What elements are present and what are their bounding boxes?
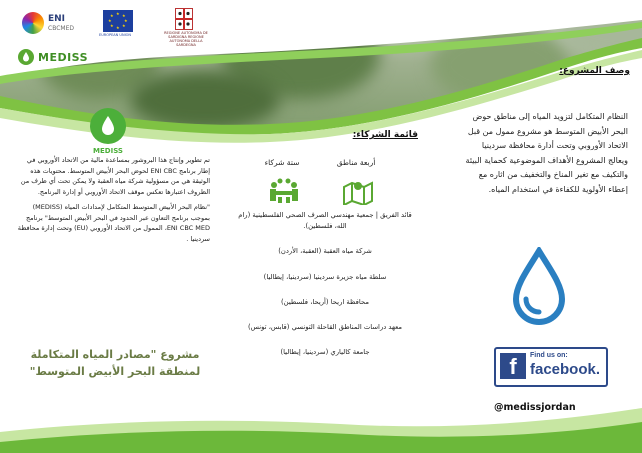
eni-cbcmed-logo: ENI CBCMED <box>22 10 84 40</box>
social-handle[interactable]: @medissjordan <box>494 402 576 413</box>
mediss-logo-icon <box>90 108 126 144</box>
regions-count: أربعة مناطق <box>336 158 376 167</box>
eni-logo-icon <box>22 12 44 34</box>
sardinia-caption: REGIONE AUTONOMA DE SARDIGNA REGIONE AUTONOMA DELLA SARDEGNA <box>164 31 208 47</box>
description-heading: وصف المشروع: <box>559 66 630 76</box>
partners-list <box>232 210 418 372</box>
meeting-people-icon <box>268 177 300 205</box>
disclaimer-paragraph-1: تم تطوير وإنتاج هذا البروشور بمساعدة مالية من الاتحاد الأوروبي في إطار برنامج ENI CBC لحوض البحر الأبيض المتوسط. محتويات هذه الوثيقة هي من مسؤولية شركة مياه العقبة ولا يمكن تحت أي ظرف من الظروف اعتبارها تعكس موقف الاتحاد الأوروبي أو إدارة البرنامج. <box>20 156 210 196</box>
sardinia-crest-logo <box>175 8 193 30</box>
disclaimer-text <box>14 155 210 249</box>
disclaimer-paragraph-2: "نظام البحر الأبيض المتوسط المتكامل لإمدادات المياه (MEDISS) بموجب برنامج التعاون عبر الحدود في البحر الأبيض المتوسط" برنامج ENI CBC MED، الممول من الاتحاد الأوروبي (EU) وتحت إدارة محافظة سردينيا . <box>17 203 210 243</box>
water-drop-icon <box>510 247 568 325</box>
partner-item: معهد دراسات المناطق القاحلة التونسي (قابس، تونس) <box>247 323 403 332</box>
eu-flag-logo: ★ ★ ★ ★ ★ ★ ★ ★ <box>103 10 133 32</box>
partner-item: قائد الفريق | جمعية مهندسي الصرف الصحي الفلسطينية (رام الله، فلسطين). <box>238 211 412 231</box>
partner-item: محافظة اريحا (أريحا، فلسطين) <box>281 297 369 306</box>
partners-heading: قائمة الشركاء: <box>352 130 418 140</box>
map-pin-icon <box>342 177 374 205</box>
description-body: النظام المتكامل لتزويد المياه إلى مناطق حوض البحر الأبيض المتوسط هو مشروع ممول من قبل الاتحاد الأوروبي وتحت أدارة محافظة سردينيا ويعالج المشروع الأهداف الموضوعية كحماية البيئة والتكيف مع تغير المناخ والتخفيف من اثاره مع إعطاء الأولوية للكفاءة في استخدام المياه. <box>465 112 628 194</box>
mediss-drop-icon <box>18 49 34 65</box>
partners-count: ستة شركاء <box>264 158 300 167</box>
partner-item: شركة مياه العقبة (العقبة، الأردن) <box>278 247 372 256</box>
partner-item: جامعة كالياري (سردينيا، إيطاليا) <box>280 348 370 357</box>
mediss-logo-label: MEDISS <box>93 147 123 155</box>
facebook-button[interactable]: f Find us on: facebook. <box>494 347 608 387</box>
brochure-page: ENI CBCMED ★ ★ ★ ★ ★ ★ ★ ★ EUROPEAN UNION REGIONE AUTONOMA DE SARDIGNA REGIONE AUTONOMA DELLA SARDEGNA MEDISS MEDISS تم تطوير وإنتاج هذا البروشور بمساعدة مالية من الاتحاد الأوروبي في إطار برنامج ENI CBC لحوض البحر الأبيض المتوسط. محتويات هذه الوثيقة هي من مسؤولية شركة مياه العقبة ولا يمكن تحت أي ظرف من الظروف اعتبارها تعكس موقف الاتحاد الأوروبي أو إدارة البرنامج. "نظام البحر الأبيض المتوسط المتكامل لإمدادات المياه (MEDISS) بموجب برنامج التعاون عبر الحدود في البحر الأبيض المتوسط" برنامج ENI CBC MED، الممول من الاتحاد الأوروبي (EU) وتحت إدارة محافظة سردينيا . مشروع "مصادر المياه المتكاملة لمنطقة البحر الأبيض المتوسط" قائمة الشركاء: أربعة مناطق ستة شركاء قائد الفريق | جمعية مهندسي الصرف الصحي الفلسطينية (رام الله، فلسطين). شركة مياه العقبة (العقبة، الأردن) سلطة مياه جزيرة سردينيا (سردينيا، إيطاليا) محافظة اريحا (أريحا، فلسطين) معهد دراسات المناطق القاحلة التونسي (قابس، تونس) جامعة كالياري (سردينيا، إيطاليا) وصف المشروع: النظام المتكامل لتزويد المياه إلى مناطق حوض البحر الأبيض المتوسط هو مشروع ممول من قبل الاتحاد الأوروبي وتحت أدارة محافظة سردينيا ويعالج المشروع الأهداف الموضوعية كحماية البيئة والتكيف مع تغير المناخ والتخفيف من اثاره مع إعطاء الأولوية للكفاءة في استخدام المياه. f Find us on: facebook. @medissjordan <box>0 0 642 453</box>
project-title: مشروع "مصادر المياه المتكاملة لمنطقة البحر الأبيض المتوسط" <box>29 348 201 378</box>
partner-item: سلطة مياه جزيرة سردينيا (سردينيا، إيطاليا) <box>263 272 387 281</box>
facebook-icon: f <box>500 353 526 379</box>
eu-caption: EUROPEAN UNION <box>99 33 131 37</box>
